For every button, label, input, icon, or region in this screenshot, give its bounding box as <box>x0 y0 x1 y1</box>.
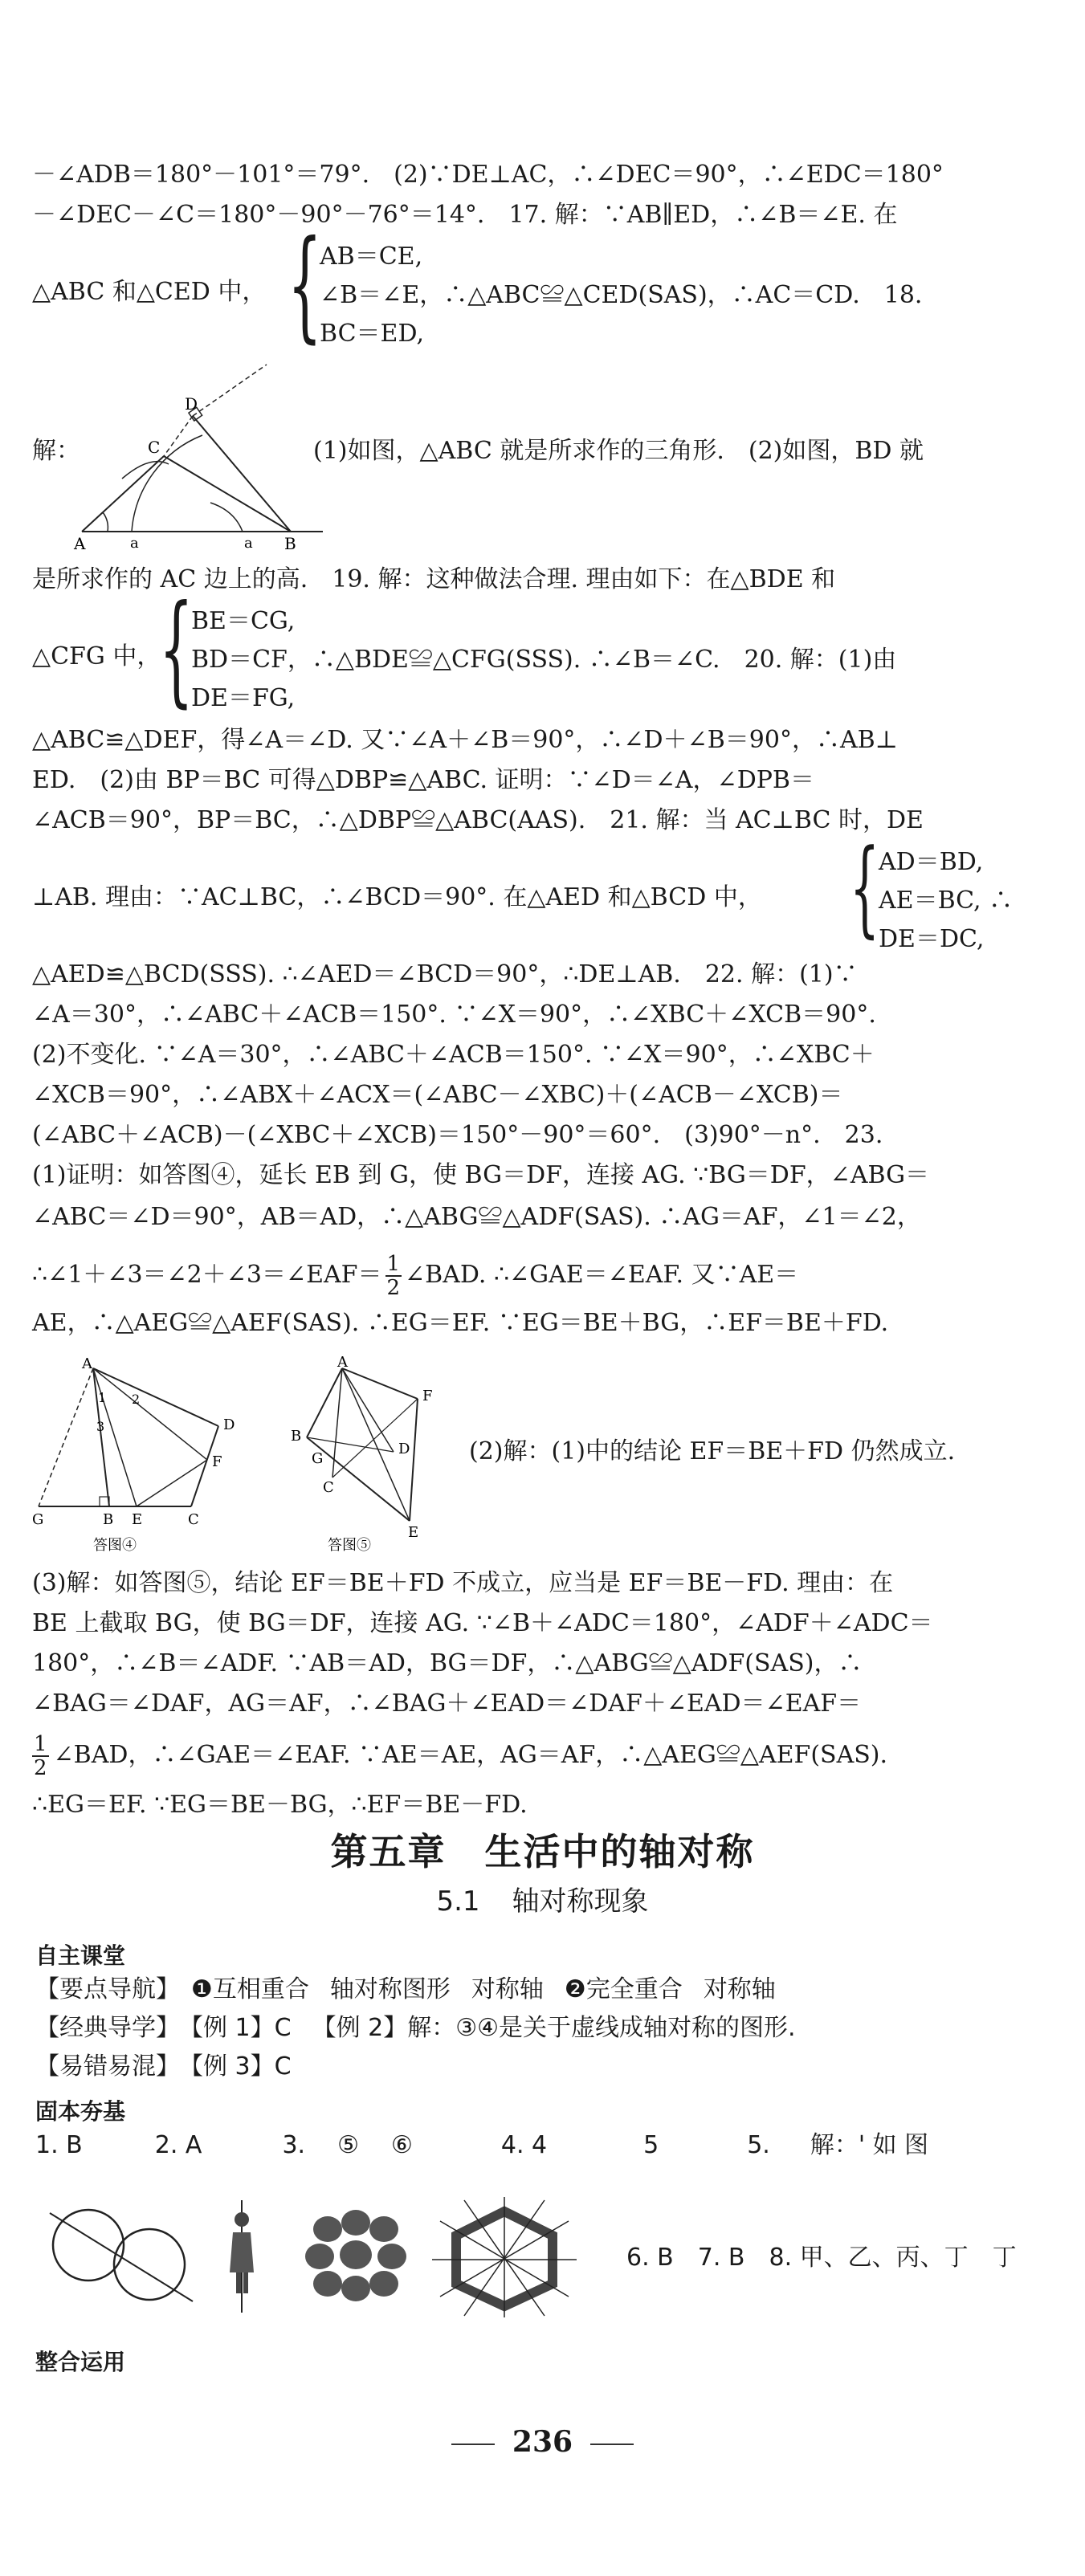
classic-guide-row <box>35 2011 817 2046</box>
text-line: ∠ACB＝90°，BP＝BC，∴△DBP≌△ABC(AAS). 21. 解：当 AC⊥BC 时，DE <box>32 806 924 834</box>
two-circles-figure <box>45 2197 198 2309</box>
text-line: －∠DEC－∠C＝180°－90°－76°＝14°. 17. 解：∵AB∥ED，∴∠B＝∠E. 在 <box>32 201 898 229</box>
left-brace: { <box>850 826 880 948</box>
fig-label: A <box>337 1354 348 1371</box>
row-key: 【经典导学】 <box>35 2014 180 2042</box>
heading-self-study: 自主课堂 <box>35 1942 126 1969</box>
left-brace: { <box>288 215 322 355</box>
error-prone-row <box>35 2049 312 2085</box>
key-points-row <box>35 1972 797 2007</box>
fig-label: G <box>32 1511 44 1528</box>
case-line: ∠B＝∠E，∴△ABC≌△CED(SAS)，∴AC＝CD. 18. <box>320 281 923 309</box>
text-line: ∠ABC＝∠D＝90°，AB＝AD，∴△ABG≌△ADF(SAS). ∴AG＝AF，∠1＝∠2， <box>32 1203 921 1231</box>
row-key: 【易错易混】 <box>35 2052 180 2081</box>
text-line: ∠BAG＝∠DAF，AG＝AF，∴∠BAG＋∠EAD＝∠DAF＋∠EAD＝∠EAF＝ <box>32 1689 862 1718</box>
fraction <box>385 1253 402 1299</box>
divider <box>451 2444 495 2445</box>
hexagon-star-figure <box>432 2197 577 2317</box>
fraction-den: 2 <box>386 1276 401 1300</box>
answer-figure-4 <box>32 1357 273 1566</box>
fig-label: D <box>398 1441 410 1457</box>
fig-label: B <box>284 534 296 553</box>
basics-answers-tail: 6. B 7. B 8. 甲、乙、丙、丁 丁 <box>626 2244 1017 2272</box>
answer: 4. 4 <box>500 2131 548 2159</box>
case-line: DE＝FG, <box>191 684 296 712</box>
fig-label: a <box>130 535 139 552</box>
fig-label: F <box>422 1388 433 1404</box>
fig-label: 2 <box>132 1392 141 1407</box>
section-title <box>0 1879 1085 1918</box>
text-line: ∴EG＝EF. ∵EG＝BE－BG，∴EF＝BE－FD. <box>32 1791 528 1819</box>
case-line: BC＝ED, <box>320 320 424 348</box>
fig-label: C <box>188 1511 199 1528</box>
text-line: ∠A＝30°，∴∠ABC＋∠ACB＝150°. ∵∠X＝90°，∴∠XBC＋∠XCB＝90°. <box>32 1001 876 1029</box>
text-line <box>32 1733 1052 1779</box>
row-value: 【例 3】C <box>191 2052 292 2081</box>
fig-label: C <box>148 438 161 457</box>
case-line: DE＝DC, <box>879 925 985 953</box>
answer: 1. B <box>35 2131 83 2159</box>
row-value: ❶互相重合 <box>191 1975 309 2003</box>
fig-caption: 答图⑤ <box>328 1537 371 1554</box>
section-name: 轴对称现象 <box>512 1885 649 1918</box>
answer: ⑥ <box>390 2131 413 2159</box>
row-value: 【例 1】C <box>191 2014 292 2042</box>
fig-label: A <box>74 534 86 553</box>
row-value: 轴对称图形 <box>329 1975 451 2003</box>
figure-silhouette <box>222 2200 262 2313</box>
flower-figure <box>304 2207 408 2303</box>
text-line: 是所求作的 AC 边上的高. 19. 解：这种做法合理. 理由如下：在△BDE 和 <box>32 565 836 593</box>
text-line: 180°，∴∠B＝∠ADF. ∵AB＝AD，BG＝DF，∴△ABG≌△ADF(SAS)，∴ <box>32 1649 863 1677</box>
text-line: ED. (2)由 BP＝BC 可得△DBP≌△ABC. 证明：∵∠D＝∠A，∠DPB＝ <box>32 766 814 794</box>
fig-label: B <box>291 1428 302 1445</box>
row-value: 对称轴 <box>703 1975 776 2003</box>
case-line: AE＝BC, ∴ <box>879 887 1014 915</box>
text-line: (2)不变化. ∵∠A＝30°，∴∠ABC＋∠ACB＝150°. ∵∠X＝90°，∴∠XBC＋ <box>32 1041 875 1069</box>
text-line: (1)证明：如答图④，延长 EB 到 G，使 BG＝DF，连接 AG. ∵BG＝DF，∠ABG＝ <box>32 1161 930 1189</box>
answer: 5. <box>747 2131 770 2159</box>
fig-label: F <box>212 1453 222 1470</box>
answer: 解：' 如 图 <box>810 2131 929 2159</box>
row-value: 【例 2】解：③④是关于虚线成轴对称的图形. <box>312 2014 796 2042</box>
fig-label: G <box>312 1450 324 1467</box>
text-line: △AED≌△BCD(SSS). ∴∠AED＝∠BCD＝90°，∴DE⊥AB. 22. 解：(1)∵ <box>32 960 858 988</box>
fig-label: E <box>132 1511 143 1528</box>
fraction-num: 1 <box>34 1732 47 1756</box>
left-brace: { <box>159 580 194 719</box>
case-system <box>320 238 922 353</box>
answer: 3. <box>282 2131 306 2159</box>
case-line: BE＝CG, <box>191 607 296 635</box>
answer-figure-5 <box>281 1354 458 1566</box>
row-value: 对称轴 <box>471 1975 544 2003</box>
row-value: ❷完全重合 <box>564 1975 683 2003</box>
fig-label: E <box>408 1524 419 1541</box>
text-line: (∠ABC＋∠ACB)－(∠XBC＋∠XCB)＝150°－90°＝60°. (3)90°－n°. 23. <box>32 1121 883 1149</box>
text-line: △ABC≌△DEF，得∠A＝∠D. 又∵∠A＋∠B＝90°，∴∠D＋∠B＝90°，∴AB⊥ <box>32 726 898 754</box>
text-line: 解： <box>32 437 80 465</box>
text-line: －∠ADB＝180°－101°＝79°. (2)∵DE⊥AC，∴∠DEC＝90°，∴∠EDC＝180° <box>32 161 944 189</box>
row-key: 【要点导航】 <box>35 1975 180 2003</box>
text-line: ⊥AB. 理由：∵AC⊥BC，∴∠BCD＝90°. 在△AED 和△BCD 中， <box>32 883 762 911</box>
text-line: (1)如图，△ABC 就是所求作的三角形. (2)如图，BD 就 <box>313 437 924 465</box>
divider <box>590 2444 634 2445</box>
page-number <box>0 2425 1085 2459</box>
heading-basics: 固本夯基 <box>35 2098 126 2125</box>
case-system <box>879 843 1013 959</box>
fig-label: B <box>103 1511 114 1528</box>
construction-figure-18 <box>74 358 331 551</box>
case-line: BD＝CF，∴△BDE≌△CFG(SSS). ∴∠B＝∠C. 20. 解：(1)由 <box>191 646 897 674</box>
fraction-num: 1 <box>386 1252 401 1276</box>
text-line <box>32 1253 1052 1299</box>
text-run: ∠BAD. ∴∠GAE＝∠EAF. 又∵AE＝ <box>405 1261 799 1289</box>
fig-label: 1 <box>98 1390 107 1405</box>
answer: 5 <box>643 2131 659 2159</box>
fig-label: D <box>223 1416 235 1433</box>
fraction <box>32 1733 49 1779</box>
fig-caption: 答图④ <box>93 1537 137 1554</box>
page-number-value: 236 <box>512 2425 573 2459</box>
heading-integrate: 整合运用 <box>35 2349 126 2375</box>
text-line: △ABC 和△CED 中， <box>32 278 267 306</box>
text-run: ∴∠1＋∠3＝∠2＋∠3＝∠EAF＝ <box>32 1261 382 1289</box>
section-number: 5.1 <box>436 1885 480 1918</box>
case-line: AB＝CE, <box>320 243 423 271</box>
text-line: ∠XCB＝90°，∴∠ABX＋∠ACX＝(∠ABC－∠XBC)＋(∠ACB－∠XCB)＝ <box>32 1081 843 1109</box>
text-line: AE，∴△AEG≌△AEF(SAS). ∴EG＝EF. ∵EG＝BE＋BG，∴EF＝BE＋FD. <box>32 1309 889 1337</box>
fig-label: D <box>185 394 198 414</box>
text-line: △CFG 中， <box>32 642 161 670</box>
fig-label: C <box>323 1479 334 1496</box>
case-system <box>191 602 896 718</box>
basics-answers-line <box>35 2128 1055 2163</box>
text-line: (3)解：如答图⑤，结论 EF＝BE＋FD 不成立，应当是 EF＝BE－FD. 理由：在 <box>32 1569 894 1597</box>
text-line: (2)解：(1)中的结论 EF＝BE＋FD 仍然成立. <box>469 1437 956 1465</box>
case-line: AD＝BD, <box>879 848 984 876</box>
answer: ⑤ <box>337 2131 359 2159</box>
chapter-title: 第五章 生活中的轴对称 <box>330 1830 755 1873</box>
fig-label: A <box>82 1355 92 1372</box>
answer: 2. A <box>154 2131 202 2159</box>
fraction-den: 2 <box>34 1756 47 1780</box>
text-line: BE 上截取 BG，使 BG＝DF，连接 AG. ∵∠B＋∠ADC＝180°，∠ADF＋∠ADC＝ <box>32 1609 933 1637</box>
fig-label: a <box>244 535 253 552</box>
text-run: ∠BAD，∴∠GAE＝∠EAF. ∵AE＝AE，AG＝AF，∴△AEG≌△AEF(SAS). <box>53 1741 888 1769</box>
fig-label: 3 <box>96 1419 105 1434</box>
